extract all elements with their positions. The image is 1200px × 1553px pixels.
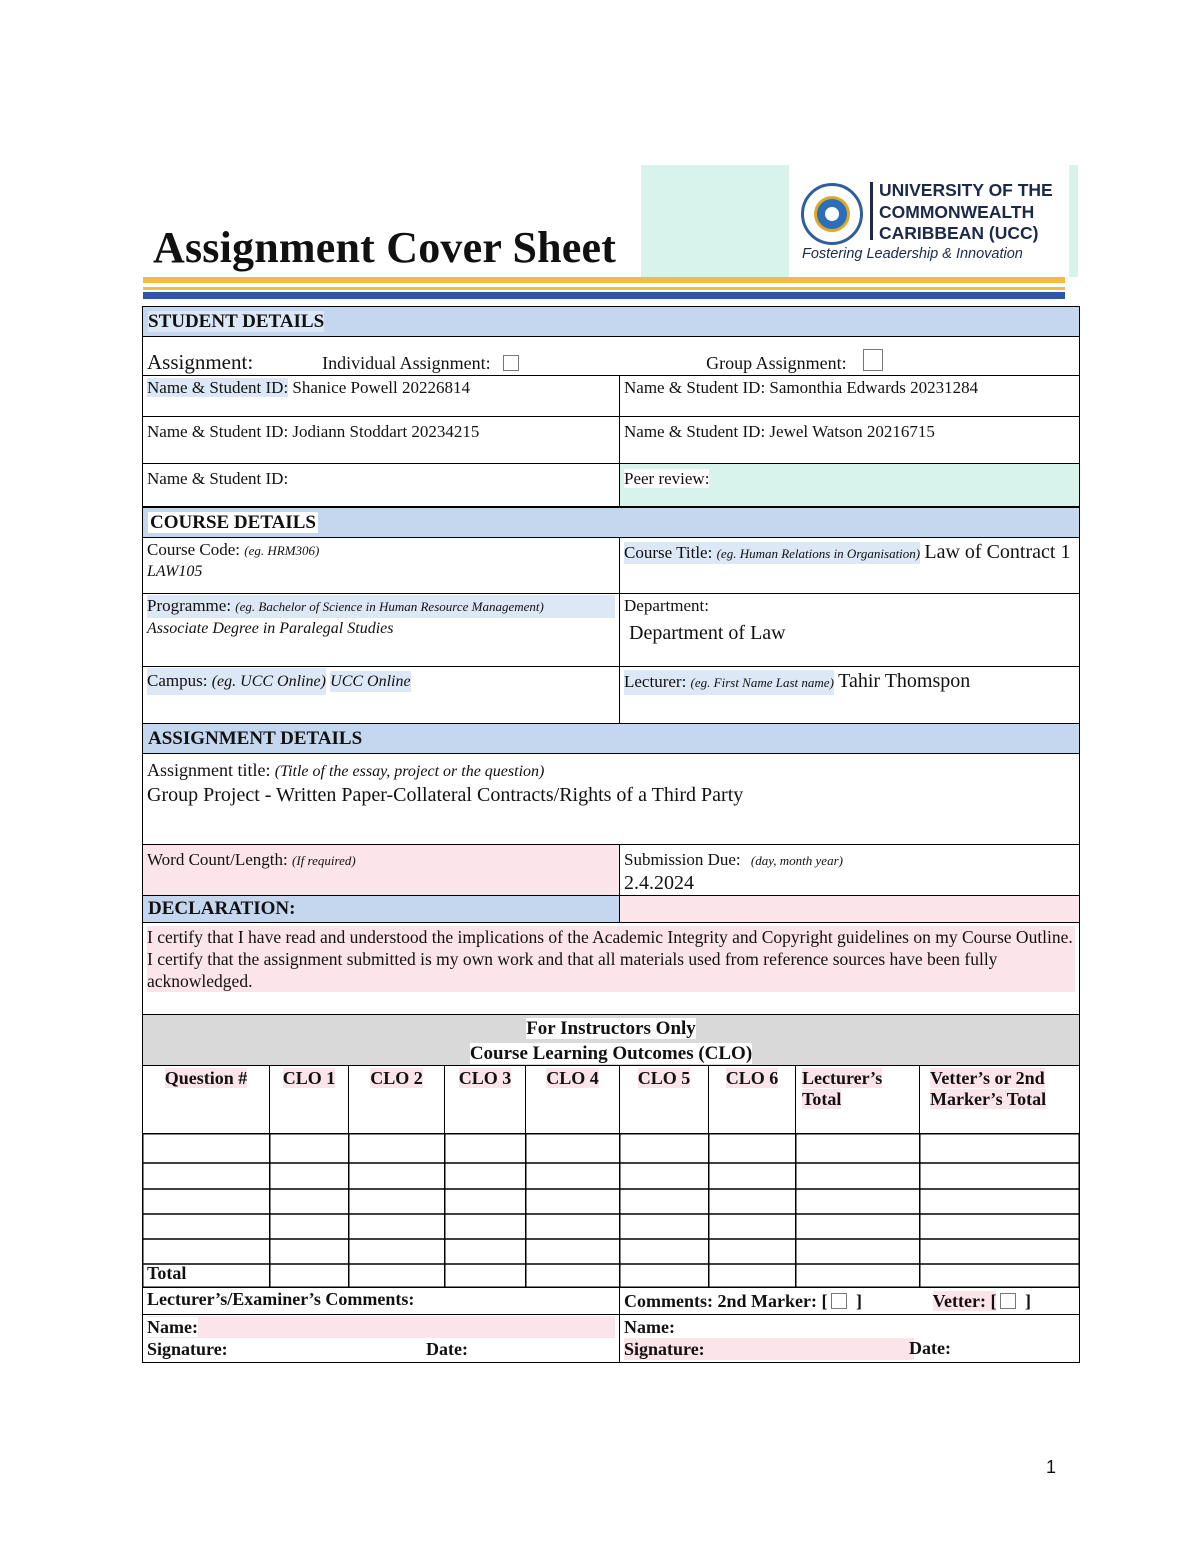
name-id-label: Name & Student ID:	[624, 422, 766, 441]
peer-review-label: Peer review:	[624, 469, 710, 488]
assignment-title-label: Assignment title:	[147, 760, 271, 780]
peer-review-field[interactable]	[619, 463, 1080, 507]
assignment-type-row	[142, 336, 1080, 376]
declaration-heading: DECLARATION:	[142, 895, 620, 923]
campus-field[interactable]	[142, 666, 620, 724]
campus-value: UCC Online	[330, 673, 411, 690]
second-marker-label: Comments: 2nd Marker: [	[624, 1291, 828, 1311]
course-title-value: Law of Contract 1	[924, 541, 1071, 563]
course-title-label: Course Title:	[624, 543, 713, 562]
submission-due-hint: (day, month year)	[750, 853, 843, 868]
university-name: UNIVERSITY OF THE COMMONWEALTH CARIBBEAN (UCC)	[879, 180, 1053, 243]
marker-name-label: Name:	[624, 1317, 675, 1337]
declaration-line-1: I certify that I have read and understood the implications of the Academic Integrity and Copyright guidelines on my Course Outline.	[147, 926, 1075, 948]
col-clo-1: CLO 1	[269, 1065, 349, 1134]
student-details-heading: STUDENT DETAILS	[142, 306, 1080, 337]
course-code-field[interactable]	[142, 537, 620, 594]
assignment-title-hint: (Title of the essay, project or the question)	[274, 763, 545, 780]
word-count-label: Word Count/Length:	[147, 850, 288, 869]
submission-due-label: Submission Due:	[624, 850, 741, 869]
header-rule-gold	[143, 277, 1065, 283]
campus-hint: (eg. UCC Online)	[211, 673, 326, 690]
logo-divider	[870, 182, 873, 240]
department-value: Department of Law	[629, 622, 786, 644]
course-title-field[interactable]	[619, 537, 1080, 594]
individual-assignment-label: Individual Assignment:	[322, 353, 491, 373]
university-tagline: Fostering Leadership & Innovation	[802, 246, 1023, 262]
col-question: Question #	[142, 1065, 270, 1134]
marker-signature-label: Signature:	[624, 1339, 705, 1359]
second-marker-checkbox[interactable]	[831, 1293, 847, 1309]
assignment-title-field[interactable]	[142, 753, 1080, 845]
lecturer-label: Lecturer:	[624, 672, 687, 691]
col-vetters-total: Vetter’s or 2nd Marker’s Total	[919, 1065, 1080, 1134]
individual-assignment-checkbox[interactable]	[503, 355, 519, 371]
total-row-label: Total	[147, 1263, 187, 1283]
student-2-field[interactable]	[619, 375, 1080, 417]
name-id-label: Name & Student ID:	[147, 469, 289, 488]
header-rule-gold-thin	[143, 287, 1065, 290]
course-code-hint: (eg. HRM306)	[244, 543, 320, 558]
programme-label: Programme:	[147, 596, 232, 615]
examiner-signature-label: Signature:	[147, 1339, 228, 1359]
instructors-heading: For Instructors Only Course Learning Outcomes (CLO)	[142, 1014, 1080, 1066]
assignment-title-value: Group Project - Written Paper-Collateral Contracts/Rights of a Third Party	[147, 784, 744, 806]
university-seal-icon	[801, 183, 863, 245]
lecturer-field[interactable]	[619, 666, 1080, 724]
student-1-value: Shanice Powell 20226814	[292, 378, 470, 397]
declaration-line-2: I certify that the assignment submitted is my own work and that all materials used from reference sources have been fully acknowledged.	[147, 948, 1075, 992]
col-clo-5: CLO 5	[619, 1065, 709, 1134]
student-1-field[interactable]	[142, 375, 620, 417]
department-label: Department:	[624, 596, 709, 615]
student-3-field[interactable]	[142, 416, 620, 464]
programme-hint: (eg. Bachelor of Science in Human Resource Management)	[235, 599, 544, 614]
examiner-name-label: Name:	[147, 1317, 198, 1337]
col-lecturers-total: Lecturer’s Total	[795, 1065, 920, 1134]
cover-sheet-form	[142, 306, 1080, 1363]
student-5-field[interactable]	[142, 463, 620, 507]
declaration-blank	[619, 895, 1080, 923]
examiner-comments-field[interactable]	[142, 1287, 620, 1315]
marker-signature-block[interactable]	[619, 1314, 1080, 1363]
course-code-label: Course Code:	[147, 540, 241, 559]
vetter-label: Vetter: [	[932, 1291, 997, 1311]
student-4-value: Jewel Watson 20216715	[769, 422, 935, 441]
student-2-value: Samonthia Edwards 20231284	[769, 378, 979, 397]
page-title: Assignment Cover Sheet	[153, 223, 617, 272]
course-code-value: LAW105	[147, 563, 203, 580]
examiner-comments-label: Lecturer’s/Examiner’s Comments:	[147, 1289, 415, 1309]
header-rule-blue	[143, 292, 1065, 299]
word-count-hint: (If required)	[292, 853, 356, 868]
lecturer-hint: (eg. First Name Last name)	[690, 675, 834, 690]
examiner-date-label: Date:	[426, 1339, 468, 1359]
page-number: 1	[1046, 1457, 1057, 1477]
col-clo-3: CLO 3	[444, 1065, 526, 1134]
col-clo-4: CLO 4	[525, 1065, 620, 1134]
name-id-label: Name & Student ID:	[624, 378, 766, 397]
col-clo-2: CLO 2	[348, 1065, 445, 1134]
campus-label: Campus:	[147, 671, 208, 690]
submission-due-field[interactable]	[619, 844, 1080, 896]
course-details-heading: COURSE DETAILS	[142, 507, 1080, 538]
marker-date-label: Date:	[909, 1338, 951, 1358]
programme-value: Associate Degree in Paralegal Studies	[147, 620, 394, 637]
name-id-label: Name & Student ID:	[147, 378, 289, 397]
examiner-signature-block[interactable]	[142, 1314, 620, 1363]
second-marker-comments-field[interactable]: Comments: 2nd Marker: [ ] Vetter: [ ]	[619, 1287, 1080, 1315]
assignment-label: Assignment:	[147, 350, 254, 374]
course-title-hint: (eg. Human Relations in Organisation)	[716, 546, 921, 561]
marks-grid[interactable]	[142, 1133, 1080, 1288]
vetter-checkbox[interactable]	[1000, 1293, 1016, 1309]
name-id-label: Name & Student ID:	[147, 422, 289, 441]
group-assignment-checkbox[interactable]	[863, 349, 883, 371]
word-count-field[interactable]	[142, 844, 620, 896]
declaration-text	[142, 922, 1080, 1015]
programme-field[interactable]	[142, 593, 620, 667]
col-clo-6: CLO 6	[708, 1065, 796, 1134]
lecturer-value: Tahir Thomspon	[838, 670, 971, 692]
department-field[interactable]	[619, 593, 1080, 667]
student-4-field[interactable]	[619, 416, 1080, 464]
submission-due-value: 2.4.2024	[624, 872, 694, 894]
group-assignment-label: Group Assignment:	[706, 353, 847, 373]
assignment-details-heading: ASSIGNMENT DETAILS	[142, 723, 1080, 754]
student-3-value: Jodiann Stoddart 20234215	[292, 422, 480, 441]
